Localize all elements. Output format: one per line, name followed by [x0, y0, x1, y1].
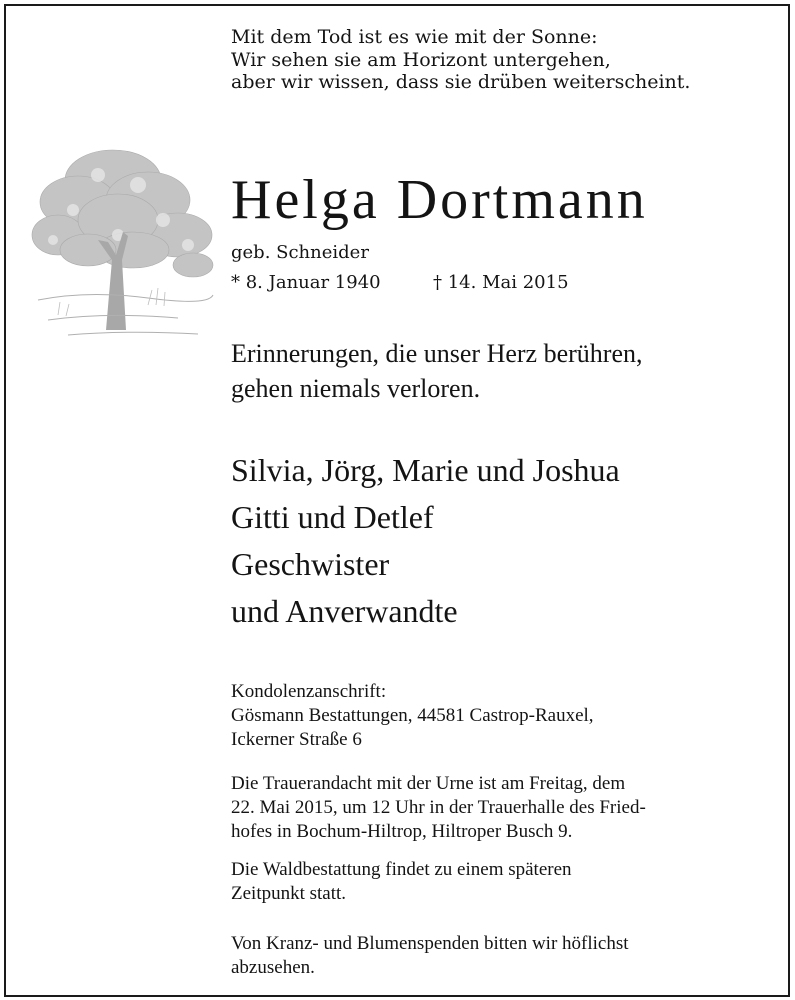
mourner-entry: Gitti und Detlef	[231, 499, 434, 535]
service-line: 22. Mai 2015, um 12 Uhr in der Trauerhalle des Fried-	[231, 797, 646, 818]
condolence-address-line: Gösmann Bestattungen, 44581 Castrop-Rauxel,	[231, 705, 594, 726]
flowers-line: Von Kranz- und Blumenspenden bitten wir höflichst	[231, 933, 629, 954]
condolence-address-line: Ickerner Straße 6	[231, 729, 362, 750]
birth-date: * 8. Januar 1940	[231, 272, 381, 293]
motto-line: Mit dem Tod ist es wie mit der Sonne:	[231, 26, 598, 48]
quote-line: Erinnerungen, die unser Herz berühren,	[231, 339, 643, 368]
deceased-name: Helga Dortmann	[231, 169, 648, 231]
mourners-list	[231, 447, 620, 635]
flowers-request	[231, 932, 629, 980]
life-dates	[231, 270, 569, 296]
condolence-address	[231, 680, 594, 752]
mourner-entry: Silvia, Jörg, Marie und Joshua	[231, 452, 620, 488]
flowers-line: abzusehen.	[231, 957, 315, 978]
memorial-quote	[231, 336, 643, 406]
tree-illustration	[28, 140, 218, 345]
motto-line: aber wir wissen, dass sie drüben weiterscheint.	[231, 71, 691, 93]
mourner-entry: Geschwister	[231, 546, 390, 582]
service-info	[231, 772, 646, 844]
burial-line: Zeitpunkt statt.	[231, 883, 347, 904]
service-line: hofes in Bochum-Hiltrop, Hiltroper Busch 9.	[231, 821, 573, 842]
death-date: † 14. Mai 2015	[433, 272, 569, 293]
motto-verse	[231, 26, 690, 94]
condolence-heading: Kondolenzanschrift:	[231, 681, 387, 702]
burial-info	[231, 858, 572, 906]
burial-line: Die Waldbestattung findet zu einem späteren	[231, 859, 572, 880]
motto-line: Wir sehen sie am Horizont untergehen,	[231, 48, 611, 71]
service-line: Die Trauerandacht mit der Urne ist am Freitag, dem	[231, 773, 626, 794]
quote-line: gehen niemals verloren.	[231, 374, 481, 403]
mourner-entry: und Anverwandte	[231, 593, 458, 629]
birth-name: geb. Schneider	[231, 242, 369, 263]
